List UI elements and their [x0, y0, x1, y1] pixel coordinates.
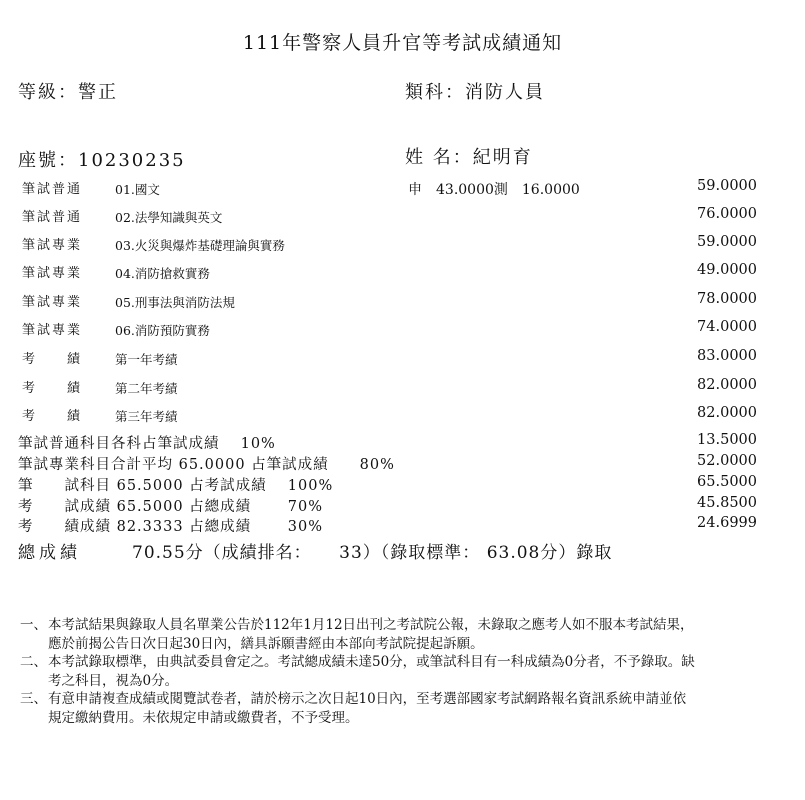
row-score: 83.0000 [697, 348, 757, 364]
note-item [20, 616, 720, 653]
row-category: 考 績 [22, 381, 83, 396]
row-score: 74.0000 [697, 319, 757, 335]
note-text: 本考試結果與錄取人員名單業公告於112年1月12日出刊之考試院公報，未錄取之應考人如不服本考試結果，應於前揭公告日次日起30日內，繕具訴願書經由本部向考試院提起訴願。 [48, 617, 694, 652]
summary-line: 考 績成績 82.3333 占總成績 30% [18, 519, 324, 535]
row-subject: 第三年考績 [115, 409, 178, 424]
row-score: 49.0000 [697, 262, 757, 278]
summary-score: 13.5000 [697, 432, 757, 448]
row-score: 82.0000 [697, 405, 757, 421]
row-category: 筆試專業 [22, 295, 83, 310]
row-category: 筆試普通 [22, 210, 83, 225]
row-subject: 01.國文 [115, 182, 160, 197]
note-number: 三、 [20, 691, 47, 707]
row-extra: 申 43.0000測 16.0000 [408, 182, 580, 198]
row-category: 考 績 [22, 352, 83, 367]
note-item [20, 653, 720, 690]
total-score-detail: 70.55分（成績排名： 33）（錄取標準： 63.08分）錄取 [132, 543, 613, 563]
row-category: 筆試普通 [22, 182, 83, 197]
category-label: 類科：消防人員 [405, 82, 545, 103]
note-item [20, 690, 720, 727]
summary-score: 24.6999 [697, 515, 757, 531]
row-score: 76.0000 [697, 206, 757, 222]
note-number: 一、 [20, 617, 47, 633]
seat-number-label: 座號：10230235 [18, 150, 186, 171]
summary-line: 筆試普通科目各科占筆試成績 10% [18, 436, 276, 452]
candidate-name-label: 姓 名：紀明育 [405, 147, 533, 168]
row-subject: 02.法學知識與英文 [115, 210, 223, 225]
summary-line: 考 試成績 65.5000 占總成績 70% [18, 499, 324, 515]
summary-score: 65.5000 [697, 474, 757, 490]
row-subject: 第一年考績 [115, 352, 178, 367]
row-category: 筆試專業 [22, 238, 83, 253]
row-subject: 03.火災與爆炸基礎理論與實務 [115, 238, 285, 253]
row-score: 82.0000 [697, 377, 757, 393]
notes-section [20, 616, 720, 727]
row-subject: 06.消防預防實務 [115, 323, 210, 338]
row-category: 考 績 [22, 409, 83, 424]
summary-line: 筆 試科目 65.5000 占考試成績 100% [18, 478, 334, 494]
page-title: 111年警察人員升官等考試成績通知 [242, 32, 563, 54]
grade-label: 等級：警正 [18, 82, 118, 103]
summary-line: 筆試專業科目合計平均 65.0000 占筆試成績 80% [18, 457, 395, 473]
row-score: 59.0000 [697, 178, 757, 194]
note-number: 二、 [20, 654, 47, 670]
row-category: 筆試專業 [22, 323, 83, 338]
note-text: 有意申請複查成績或閱覽試卷者，請於榜示之次日起10日內，至考選部國家考試網路報名資訊系統申請並依規定繳納費用。未依規定申請或繳費者，不予受理。 [48, 691, 687, 726]
summary-score: 45.8500 [697, 495, 757, 511]
row-subject: 第二年考績 [115, 381, 178, 396]
note-text: 本考試錄取標準，由典試委員會定之。考試總成績未達50分，或筆試科目有一科成績為0分者，不予錄取。缺考之科目，視為0分。 [48, 654, 695, 689]
summary-score: 52.0000 [697, 453, 757, 469]
row-subject: 05.刑事法與消防法規 [115, 295, 235, 310]
total-score-label: 總成績 [18, 543, 81, 563]
row-subject: 04.消防搶救實務 [115, 266, 210, 281]
row-score: 59.0000 [697, 234, 757, 250]
row-score: 78.0000 [697, 291, 757, 307]
row-category: 筆試專業 [22, 266, 83, 281]
